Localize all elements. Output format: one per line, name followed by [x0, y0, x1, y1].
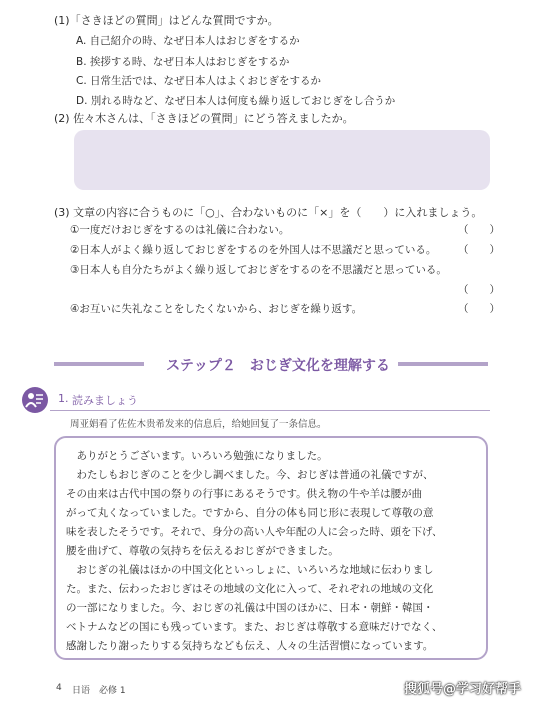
answer-paren-1[interactable]: （ ）: [458, 224, 500, 236]
statement-3: ③日本人も自分たちがよく繰り返しておじぎをするのを不思議だと思っている。: [70, 264, 447, 276]
passage-line: ベトナムなどの国にも残っています。また、おじぎは尊敬する意味だけでなく、: [66, 621, 443, 633]
section-rule: [50, 410, 490, 411]
statement-2: ②日本人がよく繰り返しておじぎをするのを外国人は不思議だと思っている。: [70, 244, 437, 256]
passage-line: 感謝したり謝ったりする気持ちなども伝え、人々の生活習慣になっています。: [66, 640, 434, 652]
passage-line: 味を表したそうです。それで、身分の高い人や年配の人に会った時、頭を下げ、: [66, 526, 443, 538]
passage-line: がって丸くなっていました。ですから、自分の体も同じ形に表現して尊敬の意: [66, 507, 434, 519]
section-number: 1.: [58, 392, 69, 405]
option-b: B. 挨拶する時、なぜ日本人はおじぎをするか: [76, 56, 290, 68]
watermark: 搜狐号@学习好帮手: [404, 682, 522, 697]
section-label: 読みましょう: [72, 394, 138, 407]
statement-1: ①一度だけおじぎをするのは礼儀に合わない。: [70, 224, 290, 236]
option-a: A. 自己紹介の時、なぜ日本人はおじぎをするか: [76, 35, 300, 47]
answer-paren-2[interactable]: （ ）: [458, 244, 500, 256]
section-instruction: 周亚娟看了佐佐木贵希发来的信息后，给她回复了一条信息。: [70, 419, 327, 430]
passage-line: た。また、伝わったおじぎはその地域の文化に入って、それぞれの地域の文化: [66, 583, 434, 595]
option-c: C. 日常生活では、なぜ日本人はよくおじぎをするか: [76, 75, 322, 87]
option-d: D. 別れる時など、なぜ日本人は何度も繰り返しておじぎをし合うか: [76, 95, 396, 107]
answer-box[interactable]: [74, 130, 490, 190]
question-3: (3) 文章の内容に合うものに「○」、合わないものに「×」を（ ）に入れましょう。: [54, 206, 483, 219]
passage-line: おじぎの礼儀はほかの中国文化といっしょに、いろいろな地域に伝わりまし: [66, 564, 434, 576]
passage-line: 腰を曲げて、尊敬の気持ちを伝えるおじぎができました。: [66, 545, 339, 557]
reading-passage: [54, 436, 488, 660]
book-title: 日语 必修 1: [72, 686, 126, 696]
passage-line: ありがとうございます。いろいろ勉強になりました。: [66, 450, 328, 462]
answer-paren-3[interactable]: （ ）: [458, 284, 500, 296]
statement-4: ④お互いに失礼なことをしたくないから、おじぎを繰り返す。: [70, 303, 363, 315]
question-2: (2) 佐々木さんは、「さきほどの質問」にどう答えましたか。: [54, 112, 354, 125]
step-title: ステップ２ おじぎ文化を理解する: [166, 358, 390, 374]
question-1: (1)「さきほどの質問」はどんな質問ですか。: [54, 14, 279, 27]
page-number: 4: [56, 683, 62, 693]
answer-paren-4[interactable]: （ ）: [458, 303, 500, 315]
passage-line: その由来は古代中国の祭りの行事にあるそうです。供え物の牛や羊は腰が曲: [66, 488, 423, 500]
reading-icon: [22, 387, 48, 413]
passage-line: わたしもおじぎのことを少し調べました。今、おじぎは普通の礼儀ですが、: [66, 469, 434, 481]
passage-line: の一部になりました。今、おじぎの礼儀は中国のほかに、日本・朝鮮・韓国・: [66, 602, 434, 614]
